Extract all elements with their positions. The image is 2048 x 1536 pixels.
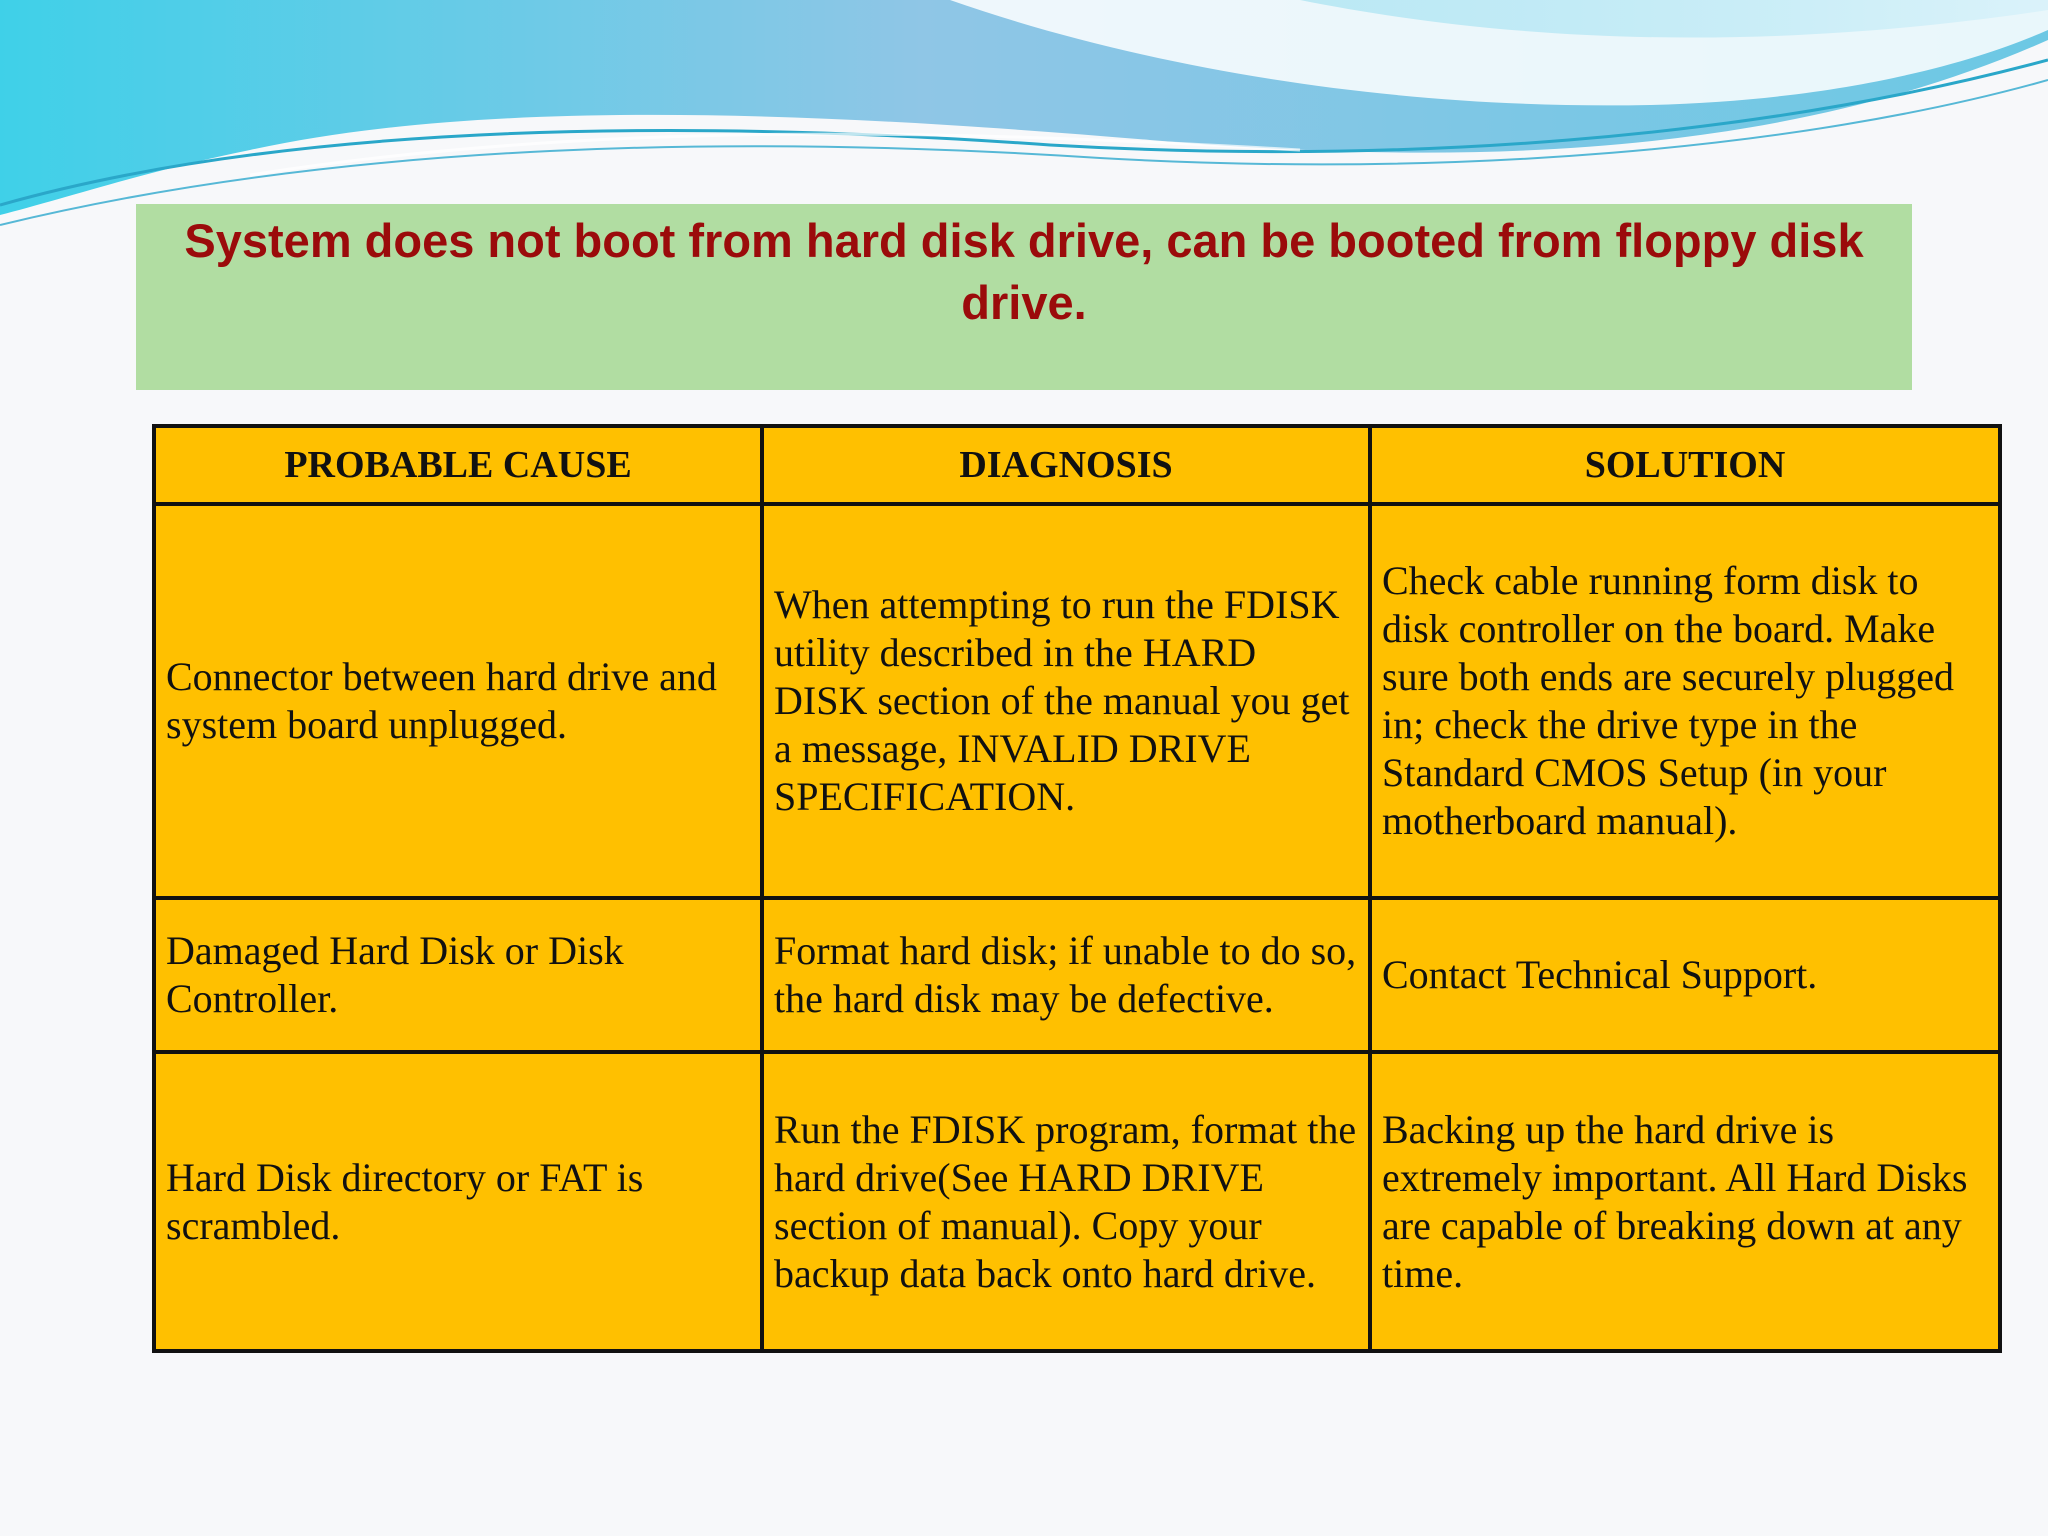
- diagnosis-cell: When attempting to run the FDISK utility described in the HARD DISK section of the manual you get a message, INVALID DRIVE SPECIFICATION.: [762, 504, 1370, 898]
- title-banner: [136, 204, 1912, 390]
- table-row: [154, 504, 2000, 898]
- solution-cell: Check cable running form disk to disk controller on the board. Make sure both ends are securely plugged in; check the drive type in the Standard CMOS Setup (in your motherboard manual).: [1370, 504, 2000, 898]
- header-probable-cause: PROBABLE CAUSE: [154, 426, 762, 504]
- cause-cell: Damaged Hard Disk or Disk Controller.: [154, 898, 762, 1052]
- header-diagnosis: DIAGNOSIS: [762, 426, 1370, 504]
- cause-cell: Connector between hard drive and system board unplugged.: [154, 504, 762, 898]
- header-solution: SOLUTION: [1370, 426, 2000, 504]
- diagnosis-cell: Format hard disk; if unable to do so, the hard disk may be defective.: [762, 898, 1370, 1052]
- diagnosis-cell: Run the FDISK program, format the hard drive(See HARD DRIVE section of manual). Copy your backup data back onto hard drive.: [762, 1052, 1370, 1351]
- troubleshooting-table: [152, 424, 2002, 1353]
- solution-cell: Backing up the hard drive is extremely important. All Hard Disks are capable of breaking down at any time.: [1370, 1052, 2000, 1351]
- cause-cell: Hard Disk directory or FAT is scrambled.: [154, 1052, 762, 1351]
- table-header-row: [154, 426, 2000, 504]
- slide-title: System does not boot from hard disk drive, can be booted from floppy disk drive.: [184, 214, 1864, 329]
- solution-cell: Contact Technical Support.: [1370, 898, 2000, 1052]
- table-row: [154, 1052, 2000, 1351]
- table-row: [154, 898, 2000, 1052]
